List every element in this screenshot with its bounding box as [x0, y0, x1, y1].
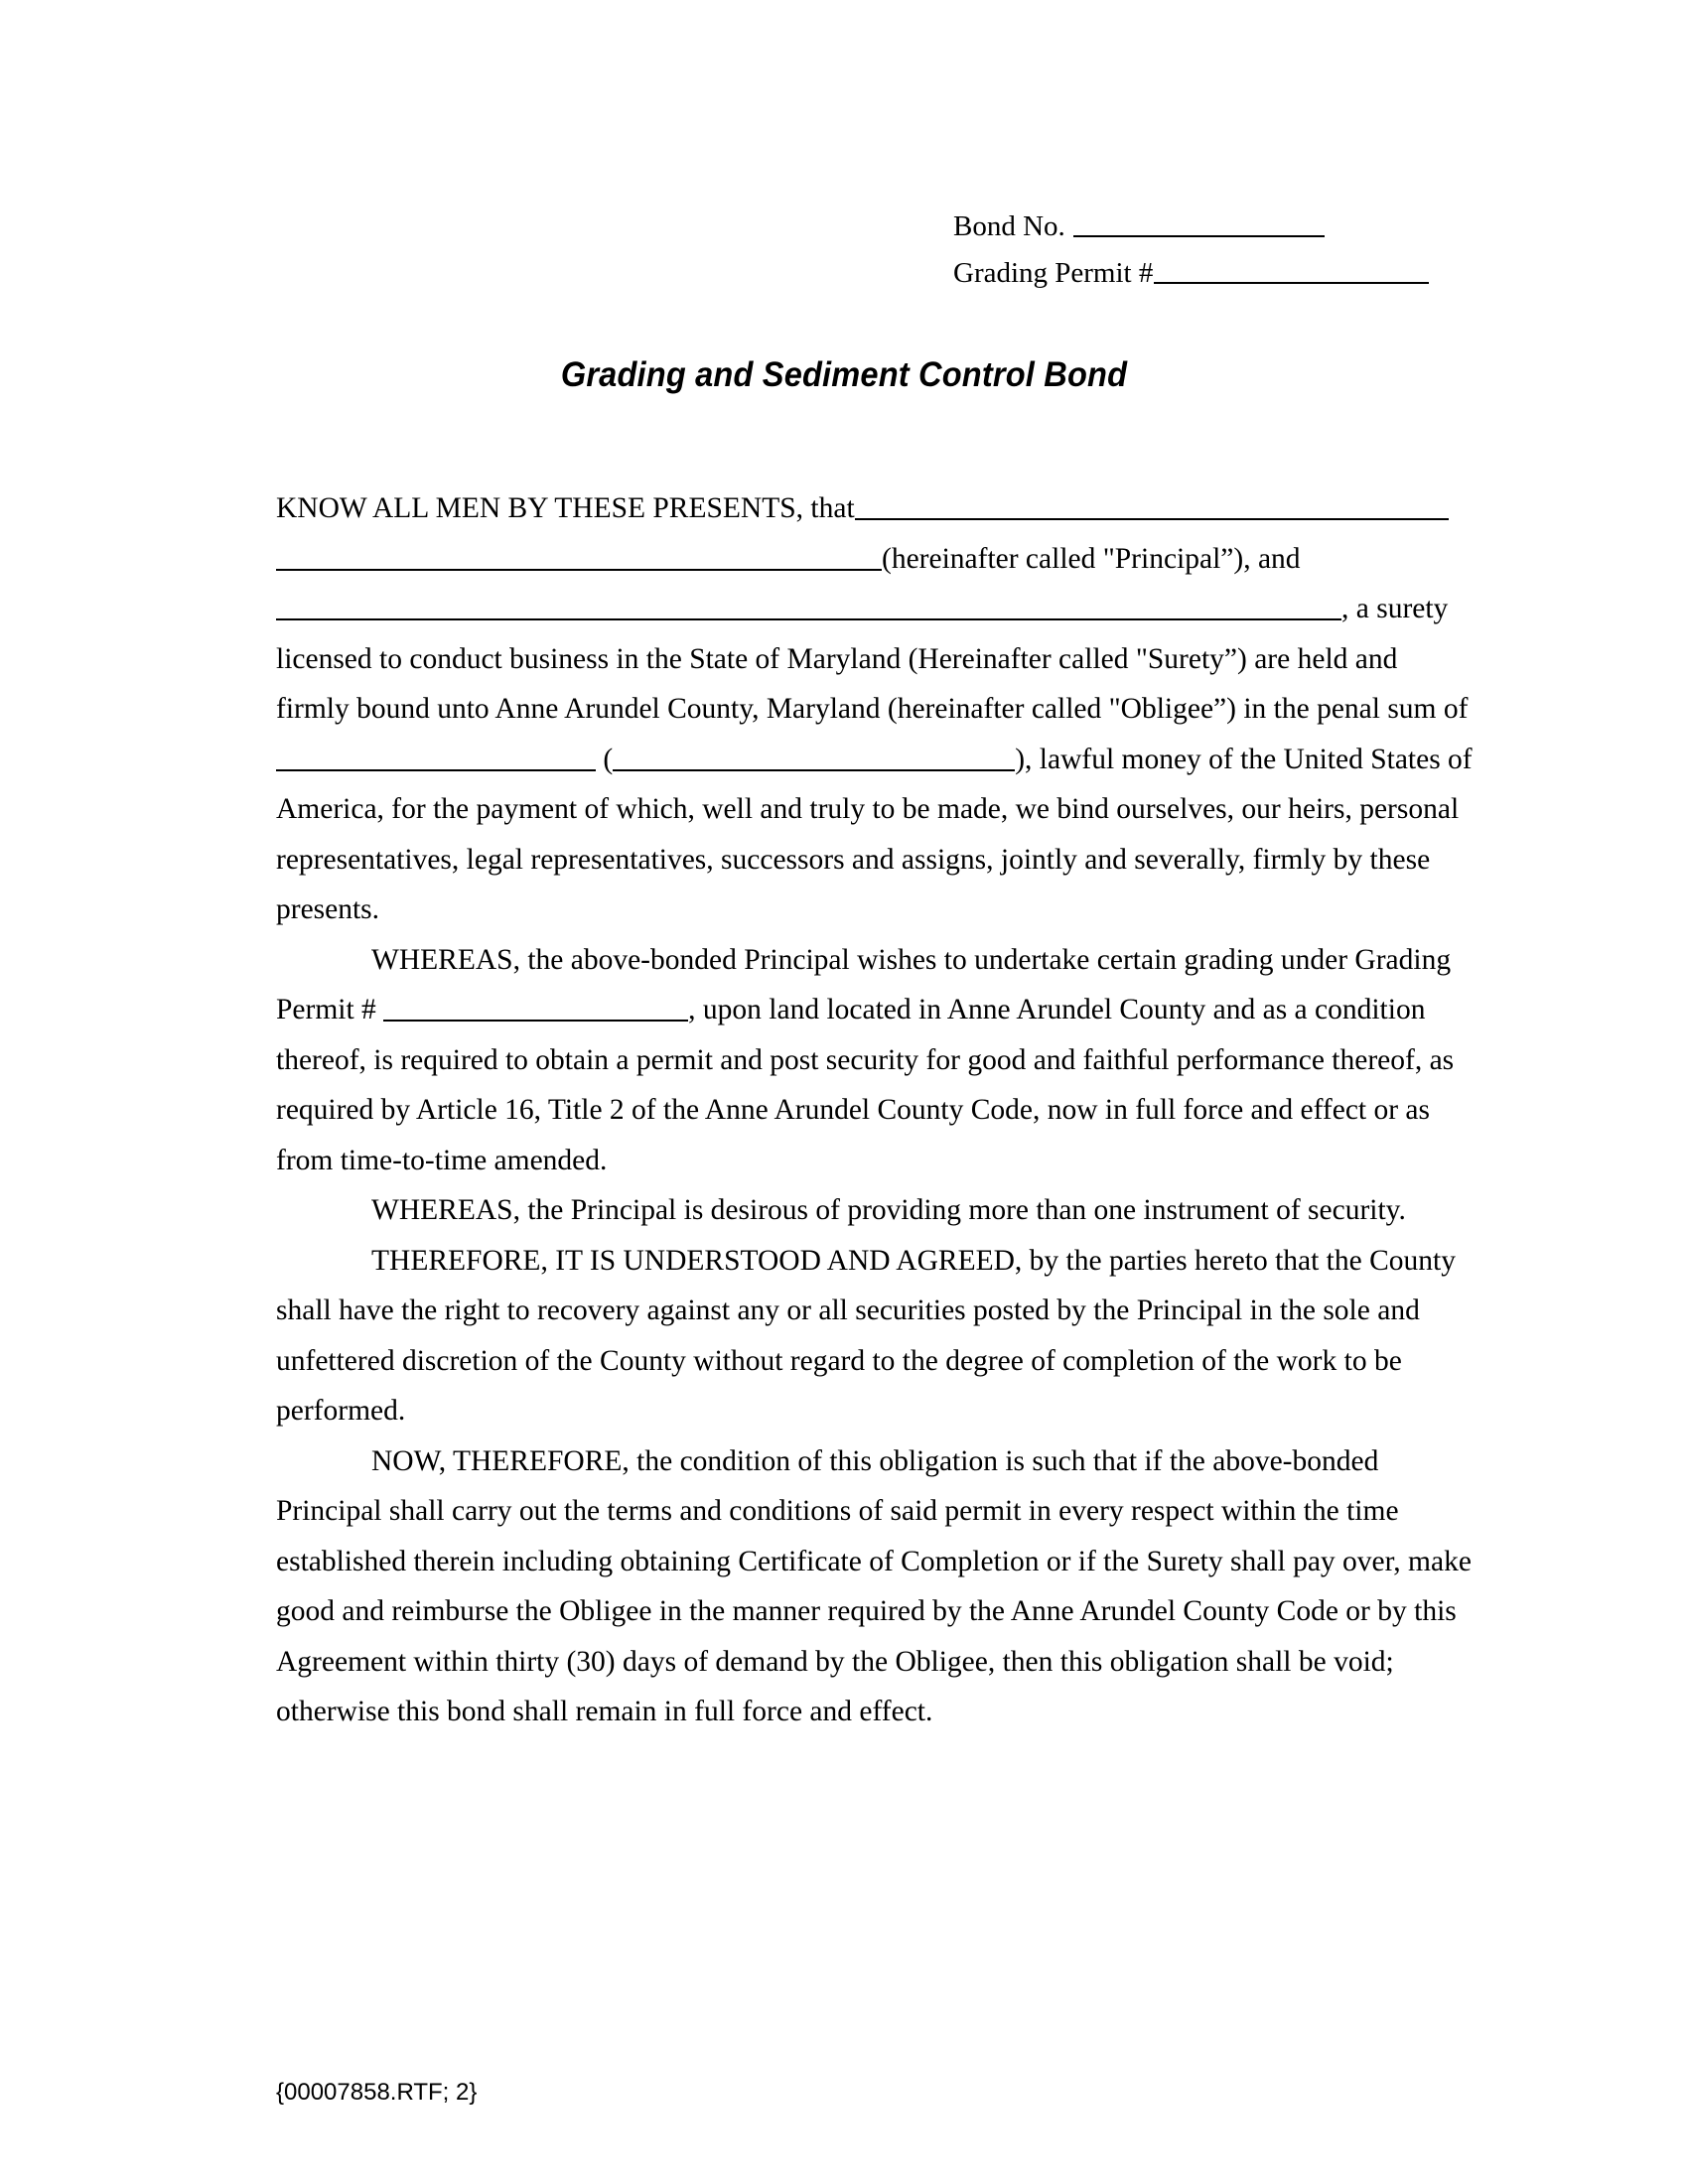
- opening-line9-text: severally, firmly by these presents.: [276, 843, 1431, 925]
- surety-name-blank[interactable]: [276, 590, 1341, 621]
- whereas1-permit-number-blank[interactable]: [383, 991, 688, 1023]
- grading-permit-blank[interactable]: [1154, 253, 1429, 284]
- bond-header-block: [953, 204, 1470, 297]
- footer-document-id: {00007858.RTF; 2}: [276, 2079, 478, 2106]
- opening-line7-text: United States of America, for the payment of which, well and truly to be made, we bind ourselves,: [276, 743, 1473, 825]
- paragraph-therefore: [276, 1236, 1476, 1436]
- therefore-line4-text: to be performed.: [276, 1344, 1402, 1427]
- principal-name-blank-2[interactable]: [276, 539, 882, 571]
- opening-line8-text: our heirs, personal representatives, legal representatives, successors and assigns, jointly and: [276, 793, 1460, 876]
- whereas1-line4-text: required by Article 16, Title 2 of the Anne Arundel County Code, now in full force and effect or as: [276, 1094, 1431, 1126]
- now-therefore-line6-text: void; otherwise this bond shall remain in full force and effect.: [276, 1645, 1394, 1727]
- therefore-line1-text: THEREFORE, IT IS UNDERSTOOD AND AGREED, by the parties hereto that the: [371, 1244, 1362, 1277]
- now-therefore-line2-text: Principal shall carry out the terms and conditions of said permit in every respect within the time: [276, 1495, 1399, 1527]
- opening-lead-text: KNOW ALL MEN BY THESE PRESENTS, that: [276, 492, 855, 524]
- now-therefore-line5-text: by this Agreement within thirty (30) days of demand by the Obligee, then this obligation shall be: [276, 1595, 1457, 1678]
- document-body: [276, 483, 1476, 1737]
- bond-number-label: Bond No.: [953, 210, 1065, 242]
- page-title: Grading and Sediment Control Bond: [560, 355, 1128, 394]
- grading-permit-line: [953, 250, 1470, 297]
- whereas1-permit-label: Permit #: [276, 994, 376, 1025]
- principal-caption-text: (hereinafter called "Principal”), and: [882, 542, 1301, 575]
- lawful-money-text: ), lawful money of the: [1015, 743, 1277, 775]
- penal-sum-words-blank[interactable]: [276, 740, 596, 771]
- whereas1-rest-text: , upon land located in Anne Arundel County and as a condition: [688, 994, 1426, 1025]
- bond-number-blank[interactable]: [1073, 206, 1325, 237]
- principal-name-blank-1[interactable]: [855, 489, 1449, 521]
- surety-caption-text: , a surety: [1341, 593, 1449, 624]
- whereas1-line3-text: thereof, is required to obtain a permit and post security for good and faithful performance thereof, as: [276, 1043, 1455, 1076]
- whereas1-line5-text: from time-to-time amended.: [276, 1144, 608, 1176]
- now-therefore-line1-text: NOW, THEREFORE, the condition of this obligation is such that if the above-bonded: [371, 1444, 1379, 1477]
- penal-sum-figures-blank[interactable]: [613, 740, 1015, 771]
- penal-sum-of-label: of: [1443, 693, 1469, 725]
- now-therefore-line3-text: established therein including obtaining Certificate of Completion or if the Surety shall pay over,: [276, 1545, 1401, 1577]
- opening-line4-text: licensed to conduct business in the State of Maryland (Hereinafter called "Surety”) are held and: [276, 642, 1398, 675]
- therefore-line2-text: County shall have the right to recovery against any or all securities posted by the Principal in the: [276, 1244, 1456, 1326]
- paragraph-whereas-1: [276, 935, 1476, 1186]
- paragraph-now-therefore: [276, 1436, 1476, 1737]
- therefore-line3-text: sole and unfettered discretion of the County without regard to the degree of completion of the work: [276, 1295, 1420, 1377]
- paragraph-whereas-2: WHEREAS, the Principal is desirous of providing more than one instrument of security.: [371, 1194, 1406, 1226]
- now-therefore-line4-text: make good and reimburse the Obligee in the manner required by the Anne Arundel County Code or: [276, 1545, 1472, 1627]
- opening-line5-text: firmly bound unto Anne Arundel County, Maryland (hereinafter called "Obligee”) in the penal sum: [276, 693, 1437, 725]
- whereas1-lead-text: WHEREAS, the above-bonded Principal wishes to undertake certain grading under Grading: [371, 943, 1452, 976]
- bond-number-line: [953, 204, 1470, 250]
- paragraph-opening: KNOW ALL MEN BY THESE PRESENTS, that(hereinafter called "Principal”), and, a surety licensed to conduct business in the State of Maryland (Hereinafter called "Surety”) are held and firmly bound unto Anne Arundel County, Maryland (hereinafter called "Obligee”) in the penal sum of ( ), lawful money of the United States of America, for the payment of which, well and truly to be made, we bind ourselves, our heirs, personal representatives, legal representatives, successors and assigns, jointly and severally, firmly by these presents.: [276, 483, 1476, 935]
- grading-permit-label: Grading Permit #: [953, 257, 1154, 289]
